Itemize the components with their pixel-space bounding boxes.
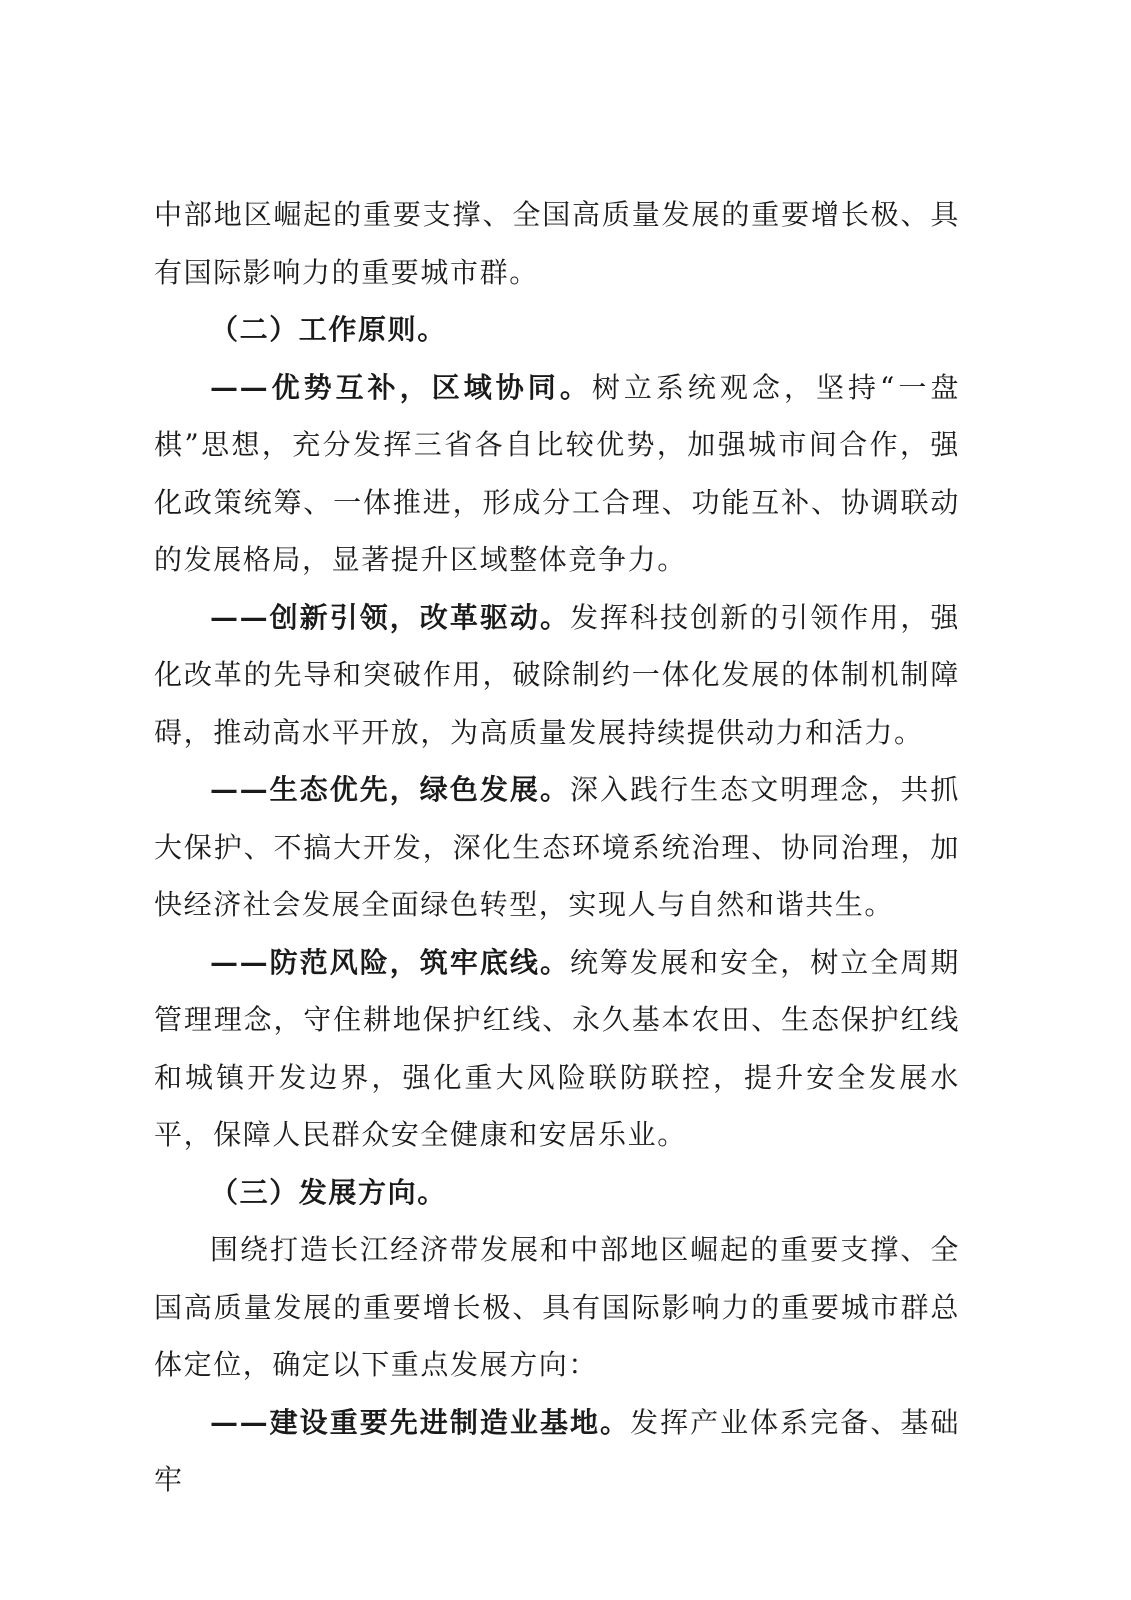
principle-1-lead: ——优势互补，区域协同。	[210, 370, 592, 404]
principle-3-body: 深入践行生态文明理念，共抓大保护、不搞大开发，深化生态环境系统治理、协同治理，加快经济社会发展全面绿色转型，实现人与自然和谐共生。	[154, 773, 960, 921]
principle-paragraph-1	[154, 359, 960, 589]
principle-2-body: 发挥科技创新的引领作用，强化改革的先导和突破作用，破除制约一体化发展的体制机制障碍，推动高水平开放，为高质量发展持续提供动力和活力。	[154, 600, 960, 749]
principle-3-lead: ——生态优先，绿色发展。	[210, 773, 570, 806]
principle-paragraph-2	[154, 589, 960, 762]
section-3-heading: （三）发展方向。	[210, 1175, 447, 1209]
continuation-paragraph: 中部地区崛起的重要支撑、全国高质量发展的重要增长极、具有国际影响力的重要城市群。	[154, 198, 960, 289]
principle-paragraph-4	[154, 934, 960, 1164]
principle-4-body: 统筹发展和安全，树立全周期管理理念，守住耕地保护红线、永久基本农田、生态保护红线和城镇开发边界，强化重大风险联防联控，提升安全发展水平，保障人民群众安全健康和安居乐业。	[154, 945, 960, 1151]
direction-1-lead: ——建设重要先进制造业基地。	[210, 1405, 631, 1439]
principle-1-body: 树立系统观念，坚持“一盘棋”思想，充分发挥三省各自比较优势，加强城市间合作，强化政策统筹、一体推进，形成分工合理、功能互补、协调联动的发展格局，显著提升区域整体竞争力。	[154, 370, 960, 576]
direction-paragraph-1	[154, 1394, 960, 1509]
principle-paragraph-3	[154, 761, 960, 934]
principle-2-lead: ——创新引领，改革驱动。	[210, 600, 570, 634]
document-body	[154, 186, 960, 1509]
direction-1-body: 发挥产业体系完备、基础牢	[154, 1405, 960, 1496]
principle-4-lead: ——防范风险，筑牢底线。	[210, 945, 570, 979]
section-3-intro: 围绕打造长江经济带发展和中部地区崛起的重要支撑、全国高质量发展的重要增长极、具有国际影响力的重要城市群总体定位，确定以下重点发展方向：	[154, 1233, 960, 1381]
section-2-heading: （二）工作原则。	[210, 313, 447, 346]
